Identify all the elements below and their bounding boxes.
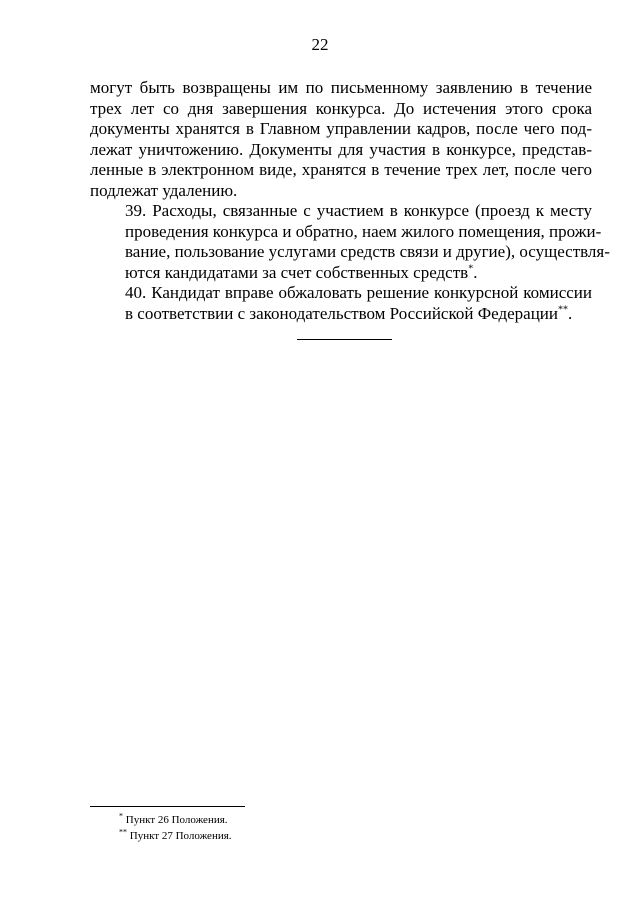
footnote-mark: * xyxy=(119,811,123,821)
text-line: подлежат удалению. xyxy=(90,180,238,200)
text-line: документы хранятся в Главном управлении кадров, после чего под- xyxy=(90,119,592,138)
footnote-separator xyxy=(90,806,245,807)
text-line: 39. Расходы, связанные с участием в конкурсе (проезд к месту xyxy=(125,201,592,220)
text-line: ются кандидатами за счет собственных средств xyxy=(125,262,469,282)
page-number: 22 xyxy=(311,35,329,54)
text-line-with-footnote xyxy=(90,263,592,284)
text-line: проведения конкурса и обратно, наем жилого помещения, прожи- xyxy=(125,221,602,241)
text-line: вание, пользование услугами средств связи и другие), осуществля- xyxy=(125,242,610,261)
text-line: в соответствии с законодательством Российской Федерации xyxy=(125,303,558,323)
section-end-rule xyxy=(297,339,392,340)
end-punctuation: . xyxy=(473,262,478,282)
footnote-text: Пункт 26 Положения. xyxy=(125,814,228,826)
text-line-with-footnote xyxy=(90,304,592,325)
end-punctuation: . xyxy=(568,303,573,323)
footnote-reference: * xyxy=(468,262,474,274)
footnote-2 xyxy=(119,828,232,844)
paragraph-item-39 xyxy=(90,201,610,283)
paragraph-item-40 xyxy=(90,283,592,324)
footnote-1 xyxy=(119,812,232,828)
footnotes xyxy=(119,812,232,844)
body-text xyxy=(90,78,610,324)
text-line: 40. Кандидат вправе обжаловать решение конкурсной комиссии xyxy=(125,283,592,302)
paragraph-continuation xyxy=(90,78,592,201)
footnote-reference: ** xyxy=(558,303,568,315)
text-line: лежат уничтожению. Документы для участия в конкурсе, представ- xyxy=(90,139,592,159)
text-line: могут быть возвращены им по письменному заявлению в течение xyxy=(90,78,592,97)
text-line: ленные в электронном виде, хранятся в течение трех лет, после чего xyxy=(90,160,592,179)
footnote-mark: ** xyxy=(119,827,127,837)
text-line: трех лет со дня завершения конкурса. До истечения этого срока xyxy=(90,98,592,118)
footnote-text: Пункт 27 Положения. xyxy=(129,830,232,842)
